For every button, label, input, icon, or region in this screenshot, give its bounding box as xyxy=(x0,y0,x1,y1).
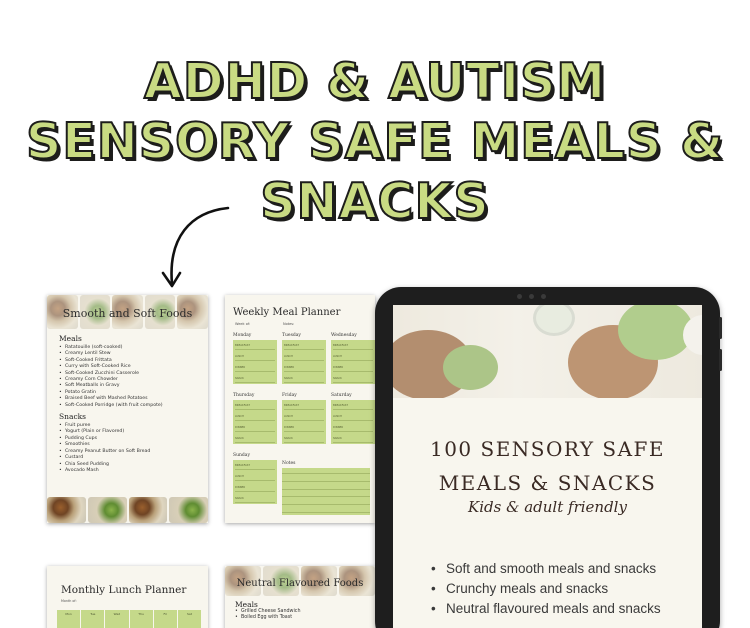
day-name: Monday xyxy=(233,333,252,338)
meals-list xyxy=(59,345,204,409)
snack-item: • Pudding Cups xyxy=(59,436,204,442)
day-block xyxy=(233,453,277,504)
meal-slot-label: BREAKFAST xyxy=(333,402,373,410)
day-name: Sunday xyxy=(233,453,250,458)
meal-slot-label: SNACK xyxy=(284,375,324,383)
snack-item: • Yogurt (Plain or Flavored) xyxy=(59,429,204,435)
meal-slots xyxy=(282,340,326,384)
week-of-label: Week of: xyxy=(235,322,251,326)
meal-item: • Soft-Cooked Frittata xyxy=(59,358,204,364)
tablet-bullet-list xyxy=(431,559,661,619)
meal-slot-label: DINNER xyxy=(333,424,373,432)
snacks-heading: Snacks xyxy=(59,412,87,422)
camera-dot xyxy=(517,294,522,299)
meals-list xyxy=(235,609,300,621)
day-name: Tuesday xyxy=(282,333,301,338)
meal-slot-label: SNACK xyxy=(235,495,275,503)
headline-line-2: SENSORY SAFE MEALS & xyxy=(26,113,724,170)
curved-arrow-icon xyxy=(150,198,240,293)
monthly-column: Mon xyxy=(57,610,80,628)
meal-slots xyxy=(233,460,277,504)
monthly-column: Sat xyxy=(178,610,201,628)
day-block xyxy=(233,333,277,384)
food-list xyxy=(59,331,204,474)
snack-item: • Custard xyxy=(59,455,204,461)
meal-slot-label: SNACK xyxy=(284,435,324,443)
meal-item: • Braised Beef with Mashed Potatoes xyxy=(59,396,204,402)
month-of-label: Month of: xyxy=(61,599,77,603)
headline xyxy=(0,52,750,232)
food-photo-strip-bottom xyxy=(47,497,208,523)
meal-slots xyxy=(282,400,326,444)
meal-slot-label: SNACK xyxy=(333,435,373,443)
meal-item: • Ratatouille (soft-cooked) xyxy=(59,345,204,351)
page-title: Neutral Flavoured Foods xyxy=(236,578,364,589)
day-block xyxy=(331,333,375,384)
page-monthly-lunch-planner xyxy=(47,566,208,628)
meal-slot-label: DINNER xyxy=(333,364,373,372)
meal-slot-label: SNACK xyxy=(235,435,275,443)
meal-slot-label: SNACK xyxy=(235,375,275,383)
meal-slot-label: DINNER xyxy=(235,364,275,372)
day-name: Thursday xyxy=(233,393,255,398)
meal-item: • Soft-Cooked Zucchini Casserole xyxy=(59,371,204,377)
day-block xyxy=(282,333,326,384)
tablet-side-button xyxy=(719,349,722,371)
meal-slot-label: BREAKFAST xyxy=(333,342,373,350)
meal-slot-label: LUNCH xyxy=(284,353,324,361)
day-name: Saturday xyxy=(331,393,352,398)
day-block xyxy=(233,393,277,444)
page-title: Weekly Meal Planner xyxy=(233,307,341,318)
notes-block xyxy=(282,461,370,515)
notes-label-top: Notes: xyxy=(283,322,295,326)
snacks-list xyxy=(59,423,204,474)
meal-item: • Creamy Corn Chowder xyxy=(59,377,204,383)
meal-slot-label: LUNCH xyxy=(333,353,373,361)
snack-item: • Avocado Mash xyxy=(59,468,204,474)
day-block xyxy=(331,393,375,444)
snack-item: • Creamy Peanut Butter on Soft Bread xyxy=(59,449,204,455)
meal-slot-label: LUNCH xyxy=(284,413,324,421)
meal-slot-label: LUNCH xyxy=(235,413,275,421)
meal-slot-label: DINNER xyxy=(235,484,275,492)
tablet-title xyxy=(393,432,702,500)
monthly-column: Fri xyxy=(154,610,177,628)
tablet-title-line-2: MEALS & SNACKS xyxy=(438,471,657,495)
meal-slot-label: BREAKFAST xyxy=(284,342,324,350)
page-title: Smooth and Soft Foods xyxy=(62,307,193,320)
snack-item: • Smoothies xyxy=(59,442,204,448)
meal-slot-label: BREAKFAST xyxy=(235,462,275,470)
monthly-grid xyxy=(57,610,201,628)
headline-line-1: ADHD & AUTISM xyxy=(143,53,607,110)
day-name: Friday xyxy=(282,393,297,398)
page-title: Monthly Lunch Planner xyxy=(61,584,187,596)
snack-item: • Fruit puree xyxy=(59,423,204,429)
tablet-bullet: • Soft and smooth meals and snacks xyxy=(431,559,661,579)
meal-slot-label: BREAKFAST xyxy=(235,402,275,410)
tablet-bullet: • Neutral flavoured meals and snacks xyxy=(431,599,661,619)
meals-heading: Meals xyxy=(235,600,258,609)
meal-slot-label: DINNER xyxy=(284,424,324,432)
meal-item: • Creamy Lentil Stew xyxy=(59,351,204,357)
meal-item: • Potato Gratin xyxy=(59,390,204,396)
meal-slot-label: LUNCH xyxy=(235,353,275,361)
monthly-column: Tue xyxy=(81,610,104,628)
day-name: Wednesday xyxy=(331,333,357,338)
meal-slot-label: DINNER xyxy=(235,424,275,432)
meal-slot-label: DINNER xyxy=(284,364,324,372)
page-smooth-soft-foods xyxy=(47,295,208,523)
tablet-tagline: Kids & adult friendly xyxy=(468,498,627,516)
camera-dot xyxy=(541,294,546,299)
food-hero-photo xyxy=(393,305,702,398)
tablet-bullet: • Crunchy meals and snacks xyxy=(431,579,661,599)
tablet-title-line-1: 100 SENSORY SAFE xyxy=(429,437,666,461)
monthly-column: Wed xyxy=(105,610,128,628)
meal-item: • Soft-Cooked Porridge (with fruit compote) xyxy=(59,403,204,409)
camera-dot xyxy=(529,294,534,299)
meal-slots xyxy=(233,340,277,384)
food-list xyxy=(235,600,300,621)
meal-slot-label: LUNCH xyxy=(333,413,373,421)
meal-item: • Soft Meatballs in Gravy xyxy=(59,383,204,389)
headline-line-3: SNACKS xyxy=(260,173,490,230)
meal-item: • Grilled Cheese Sandwich xyxy=(235,609,300,615)
meal-slots xyxy=(331,400,375,444)
tablet-screen xyxy=(393,305,702,628)
tablet-side-button xyxy=(719,317,722,339)
meal-slot-label: SNACK xyxy=(333,375,373,383)
meal-slot-label: BREAKFAST xyxy=(284,402,324,410)
page-neutral-flavoured-foods xyxy=(225,566,375,628)
meal-slot-label: BREAKFAST xyxy=(235,342,275,350)
notes-heading: Notes xyxy=(282,461,296,466)
meal-item: • Curry with Soft-Cooked Rice xyxy=(59,364,204,370)
snack-item: • Chia Seed Pudding xyxy=(59,462,204,468)
meal-slots xyxy=(233,400,277,444)
meal-item: • Boiled Egg with Toast xyxy=(235,615,300,621)
day-block xyxy=(282,393,326,444)
tablet-mockup xyxy=(375,287,720,628)
page-weekly-meal-planner xyxy=(225,295,375,523)
meals-heading: Meals xyxy=(59,334,82,343)
meal-slot-label: LUNCH xyxy=(235,473,275,481)
meal-slots xyxy=(331,340,375,384)
monthly-column: Thu xyxy=(130,610,153,628)
